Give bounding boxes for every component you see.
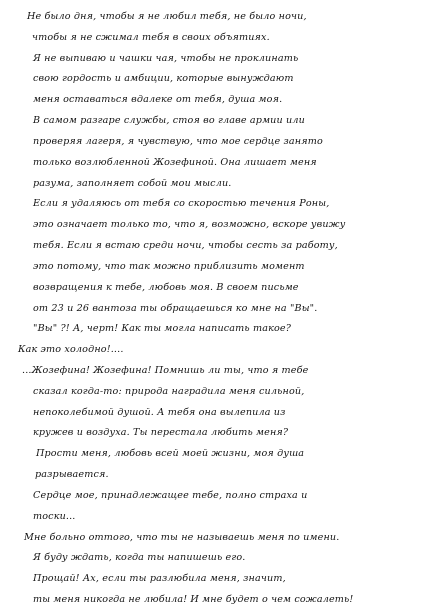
letter-line: разума, заполняет собой мои мысли. [33, 178, 232, 189]
letter-line: "Вы" ?! А, черт! Как ты могла написать такое? [33, 323, 292, 334]
letter-line: Не было дня, чтобы я не любил тебя, не было ночи, [27, 11, 307, 22]
letter-line: непоколебимой душой. А тебя она вылепила из [33, 407, 286, 418]
letter-line: тебя. Если я встаю среди ночи, чтобы сесть за работу, [33, 240, 338, 251]
letter-line: меня оставаться вдалеке от тебя, душа моя. [33, 94, 283, 105]
letter-line: возвращения к тебе, любовь моя. В своем письме [33, 282, 299, 293]
letter-line: Если я удаляюсь от тебя со скоростью течения Роны, [33, 198, 330, 209]
letter-line: Сердце мое, принадлежащее тебе, полно страха и [33, 490, 308, 501]
letter-line: это потому, что так можно приблизить момент [33, 261, 305, 272]
letter-line: Прости меня, любовь всей моей жизни, моя душа [36, 448, 305, 459]
letter-line: ты меня никогда не любила! И мне будет о чем сожалеть! [33, 594, 354, 605]
letter-line: это означает только то, что я, возможно, вскоре увижу [33, 219, 346, 230]
letter-line: сказал когда-то: природа наградила меня сильной, [33, 386, 305, 397]
letter-line: чтобы я не сжимал тебя в своих объятиях. [32, 32, 270, 43]
letter-line: разрывается. [35, 469, 109, 480]
letter-line: ...Жозефина! Жозефина! Помнишь ли ты, что я тебе [22, 365, 309, 376]
letter-line: Как это холодно!.... [18, 344, 124, 355]
letter-line: кружев и воздуха. Ты перестала любить меня? [33, 427, 289, 438]
letter-line: Мне больно оттого, что ты не называешь меня по имени. [24, 532, 340, 543]
letter-line: В самом разгаре службы, стоя во главе армии или [33, 115, 305, 126]
letter-line: Прощай! Ах, если ты разлюбила меня, значит, [33, 573, 286, 584]
letter-line: проверяя лагеря, я чувствую, что мое сердце занято [33, 136, 323, 147]
letter-line: Я не выпиваю и чашки чая, чтобы не проклинать [33, 53, 299, 64]
letter-line: свою гордость и амбиции, которые вынуждают [33, 73, 294, 84]
letter-line: от 23 и 26 вантоза ты обращаешься ко мне на "Вы". [33, 303, 318, 314]
letter-line: Я буду ждать, когда ты напишешь его. [33, 552, 246, 563]
letter-line: тоски... [33, 511, 76, 522]
letter-line: только возлюбленной Жозефиной. Она лишает меня [33, 157, 317, 168]
